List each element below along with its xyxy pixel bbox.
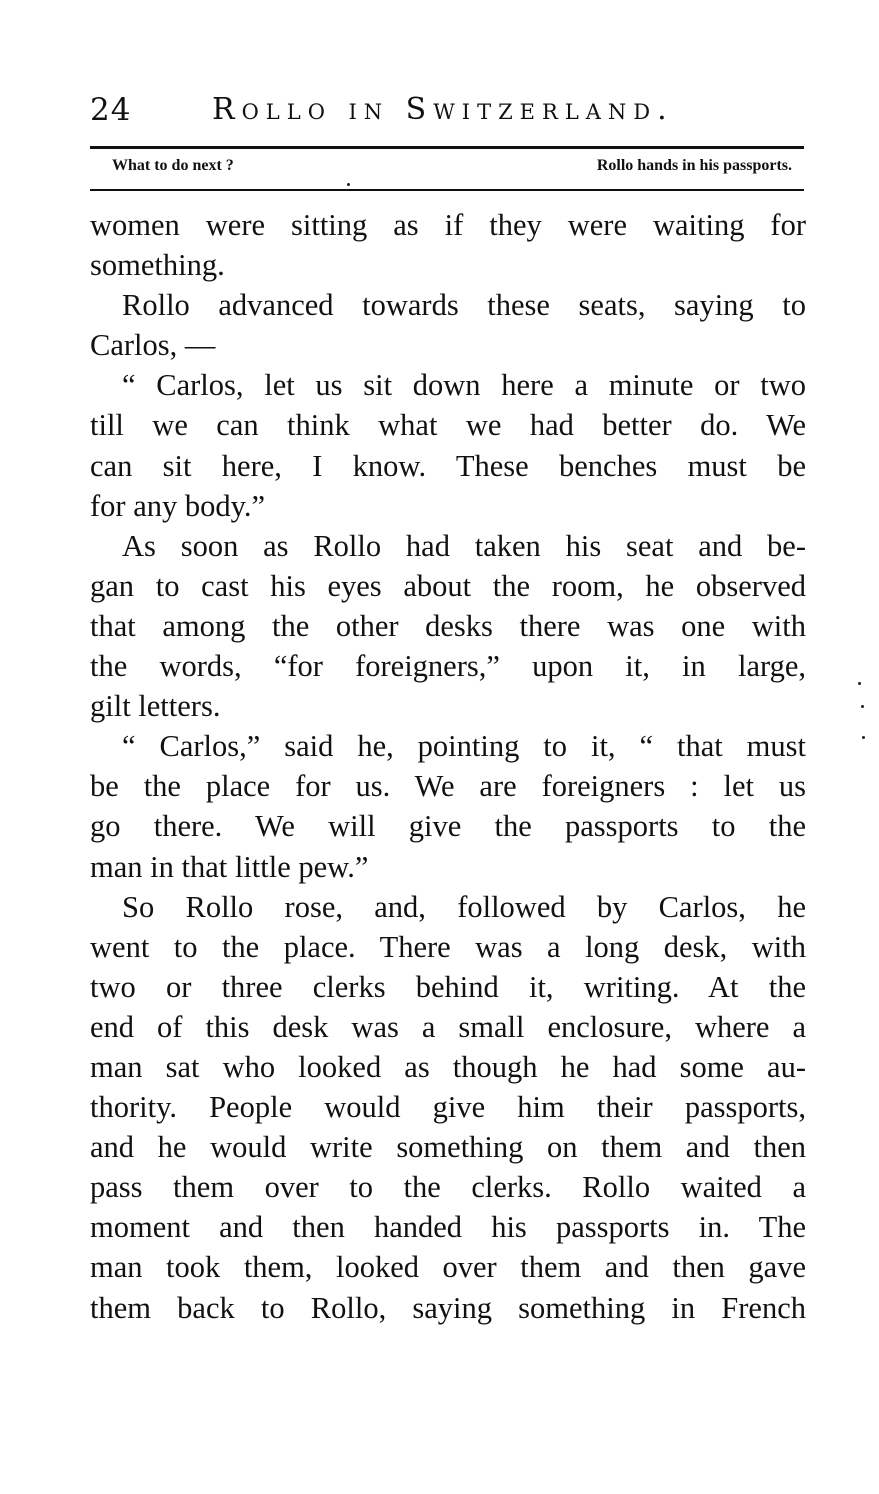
text-line: As soon as Rollo had taken his seat and be- [122,528,806,563]
text-line: moment and then handed his passports in. The [90,1210,806,1245]
text-line: women were sitting as if they were waiting for [90,208,806,242]
text-line: can sit here, I know. These benches must be [90,448,806,483]
header-rule-bottom [90,189,804,191]
text-line: So Rollo rose, and, followed by Carlos, he [122,889,806,924]
text-line: man sat who looked as though he had some au- [90,1049,806,1084]
print-speck [861,705,864,708]
body-text [90,205,806,1328]
text-line: for any body.” [90,488,266,523]
text-line: gan to cast his eyes about the room, he observed [90,568,806,603]
text-line: them back to Rollo, saying something in French [90,1290,806,1325]
sidehead-left: What to do next ? [112,157,234,174]
text-line: thority. People would give him their passports, [90,1090,806,1125]
text-line: end of this desk was a small enclosure, where a [90,1009,806,1044]
text-line: Carlos, — [90,328,216,363]
page-number: 24 [90,92,132,128]
text-line: till we can think what we had better do. We [90,408,806,443]
text-line: pass them over to the clerks. Rollo waited a [90,1170,806,1205]
running-title: Rollo in Switzerland. [212,92,674,127]
header-rule-top [90,146,804,149]
text-line: two or three clerks behind it, writing. At the [90,969,806,1004]
print-speck [347,183,350,186]
text-line: “ Carlos, let us sit down here a minute or two [122,368,806,403]
print-speck [858,682,861,685]
text-line: go there. We will give the passports to the [90,809,806,844]
side-headings [112,157,792,181]
running-header [90,92,802,132]
text-line: something. [90,248,225,283]
text-line: and he would write something on them and then [90,1130,806,1165]
text-line: be the place for us. We are foreigners : let us [90,769,806,804]
text-line: gilt letters. [90,689,221,724]
sidehead-right: Rollo hands in his passports. [596,157,792,174]
text-line: Rollo advanced towards these seats, saying to [122,288,806,323]
print-speck [862,736,865,739]
text-line: went to the place. There was a long desk, with [90,929,806,964]
text-line: that among the other desks there was one with [90,608,806,643]
text-line: man in that little pew.” [90,849,369,884]
text-line: man took them, looked over them and then gave [90,1250,806,1285]
text-line: the words, “for foreigners,” upon it, in large, [90,649,806,684]
text-line: “ Carlos,” said he, pointing to it, “ that must [122,729,806,764]
